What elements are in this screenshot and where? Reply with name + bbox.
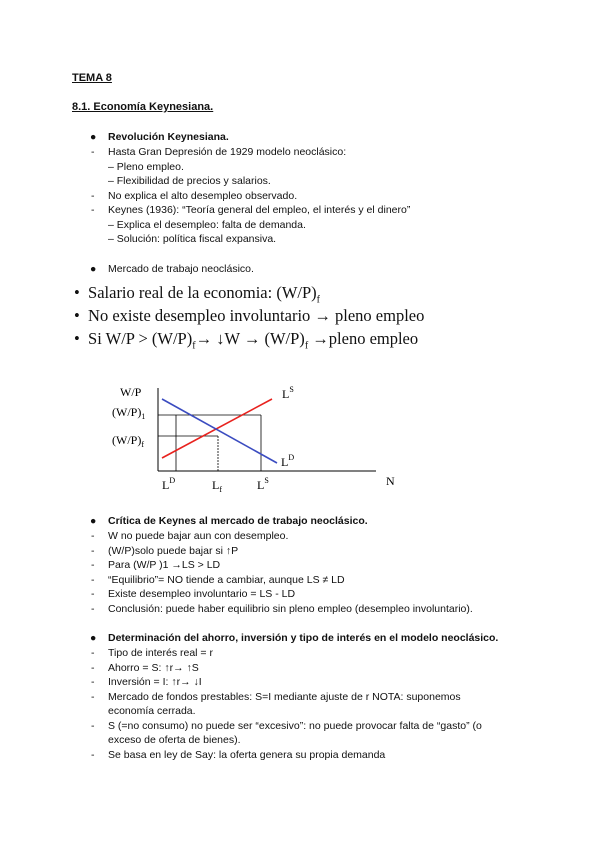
list-item-text: Inversión = I: ↑r→ ↓I — [108, 676, 202, 688]
wpf-label: $(W/P)_f$ — [112, 433, 144, 449]
list-dash: - — [91, 544, 95, 557]
list-dash: - — [91, 189, 95, 202]
x-ld-label: $L^D$ — [162, 476, 176, 492]
list-item-text: – Pleno empleo. — [108, 160, 184, 173]
serif-bullet-3-sub1: f — [192, 340, 196, 352]
list-item-text: “Equilibrio”= NO tiende a cambiar, aunque LS ≠ LD — [108, 573, 345, 586]
list-item-text: Existe desempleo involuntario = LS - LD — [108, 588, 296, 600]
bullet-dot: • — [74, 329, 89, 348]
block4-heading: Determinación del ahorro, inversión y tipo de interés en el modelo neoclásico. — [108, 632, 499, 644]
list-dash: - — [91, 146, 95, 158]
list-item-text: economía cerrada. — [108, 705, 196, 717]
bullet-dot: ● — [90, 131, 97, 143]
ld-curve-label: $L^D$ — [281, 453, 295, 469]
list-item-text: Para (W/P )1 →LS > LD — [108, 559, 221, 571]
list-dash: - — [91, 676, 95, 688]
serif-bullet-1-sub: f — [316, 294, 320, 306]
list-dash: - — [91, 602, 95, 615]
list-dash: - — [91, 204, 95, 216]
list-dash: - — [91, 559, 95, 571]
labour-demand-curve — [162, 399, 277, 463]
list-dash: - — [91, 748, 95, 761]
list-item-text: S (=no consumo) no puede ser “excesivo”: no puede provocar falta de “gasto” (o — [108, 719, 482, 732]
ls-curve-label: $L^S$ — [282, 385, 294, 401]
list-item-text: – Explica el desempleo: falta de demanda. — [108, 218, 306, 231]
list-dash: - — [91, 647, 95, 659]
serif-bullet-3 — [74, 329, 418, 351]
x-ls-label: $L^S$ — [257, 476, 269, 492]
block3-heading: Crítica de Keynes al mercado de trabajo neoclásico. — [108, 515, 368, 527]
y-axis-label: W/P — [120, 385, 142, 399]
serif-bullet-2-text: No existe desempleo involuntario → pleno empleo — [88, 306, 425, 325]
bullet-dot: • — [74, 306, 89, 325]
list-item-text: exceso de oferta de bienes). — [108, 734, 241, 746]
bullet-dot: ● — [90, 263, 97, 275]
list-item-text: – Solución: política fiscal expansiva. — [108, 233, 277, 245]
wp1-label: $(W/P)_1$ — [112, 405, 146, 421]
list-dash: - — [91, 661, 95, 674]
list-dash: - — [91, 573, 95, 586]
list-item-text: Tipo de interés real = r — [108, 647, 213, 659]
list-item-text: Ahorro = S: ↑r→ ↑S — [108, 661, 199, 674]
list-item-text: No explica el alto desempleo observado. — [108, 189, 298, 202]
serif-bullet-2 — [74, 306, 424, 326]
list-item-text: Hasta Gran Depresión de 1929 modelo neoclásico: — [108, 146, 347, 158]
list-item-text: W no puede bajar aun con desempleo. — [108, 530, 289, 542]
serif-bullet-3-a: Si W/P > (W/P) — [88, 329, 193, 348]
list-dash: - — [91, 588, 95, 600]
block1-heading: Revolución Keynesiana. — [108, 131, 229, 143]
list-item-text: – Flexibilidad de precios y salarios. — [108, 175, 271, 187]
list-item-text: Keynes (1936): “Teoría general del empleo, el interés y el dinero” — [108, 204, 411, 216]
list-dash: - — [91, 719, 95, 732]
list-item-text: Conclusión: puede haber equilibrio sin pleno empleo (desempleo involuntario). — [108, 602, 473, 615]
list-item-text: Mercado de fondos prestables: S=I mediante ajuste de r NOTA: suponemos — [108, 690, 461, 703]
section-title: 8.1. Economía Keynesiana. — [72, 101, 214, 113]
labour-market-diagram — [100, 378, 420, 493]
x-axis-label: N — [386, 474, 395, 488]
topic-title: TEMA 8 — [72, 72, 112, 84]
serif-bullet-3-b: → ↓W → (W/P) — [195, 329, 305, 348]
x-lf-label: $L_f$ — [212, 478, 223, 493]
bullet-dot: • — [74, 283, 89, 302]
serif-bullet-3-c: →pleno empleo — [308, 329, 419, 348]
list-item-text: Se basa en ley de Say: la oferta genera su propia demanda — [108, 748, 386, 761]
serif-bullet-3-sub2: f — [304, 340, 309, 352]
serif-bullet-1-text: Salario real de la economia: (W/P) — [88, 283, 317, 302]
list-item-text: (W/P)solo puede bajar si ↑P — [108, 544, 239, 557]
list-dash: - — [91, 690, 95, 703]
block2-heading: Mercado de trabajo neoclásico. — [108, 263, 254, 275]
serif-bullet-1 — [74, 283, 320, 305]
bullet-dot: ● — [90, 632, 97, 644]
bullet-dot: ● — [90, 515, 97, 527]
list-dash: - — [91, 530, 95, 542]
